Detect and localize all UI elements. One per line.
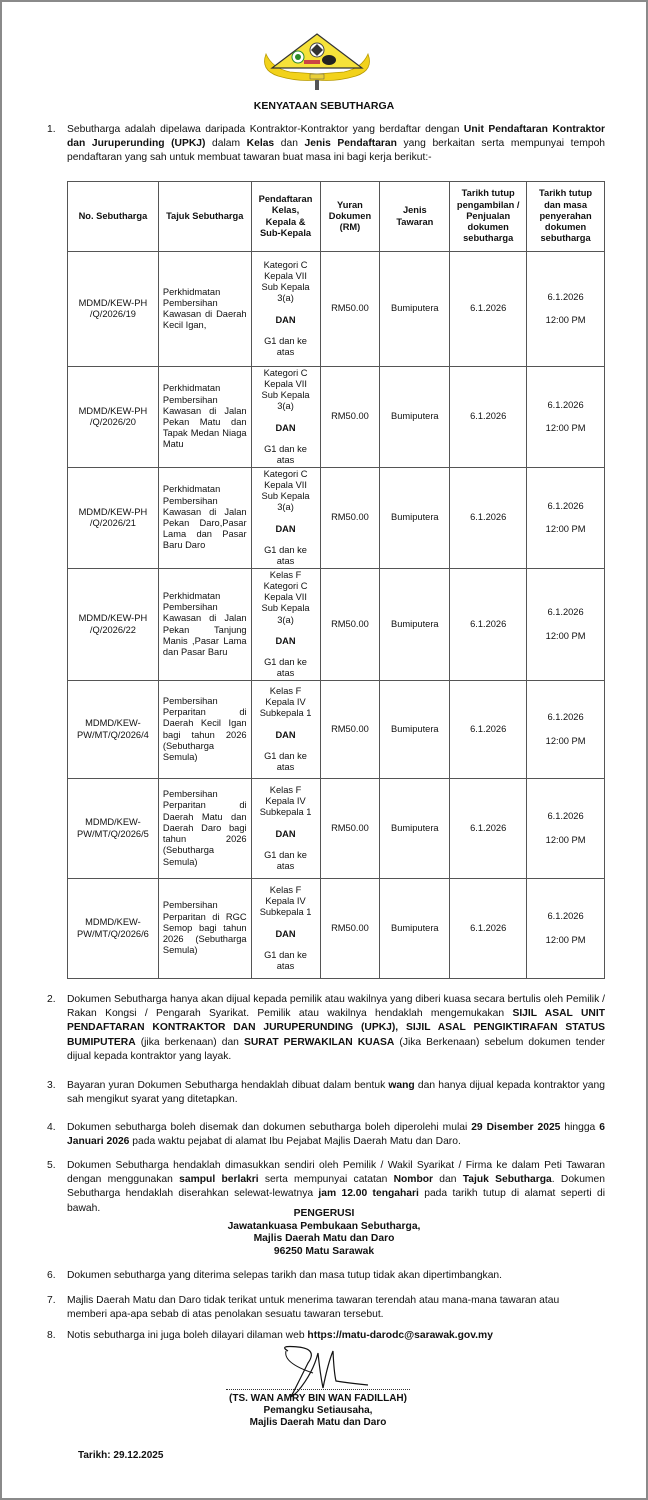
registration-cell: [251, 879, 320, 979]
text-segment: serta mempunyai catatan: [258, 1174, 394, 1186]
sale-close-date-cell: 6.1.2026: [450, 681, 527, 779]
bold-text: 29 Disember 2025: [471, 1122, 561, 1133]
sale-close-date-cell: 6.1.2026: [450, 367, 527, 468]
paragraph-number: 4.: [47, 1122, 56, 1133]
paragraph-number: 1.: [47, 124, 56, 135]
paragraph-number: 8.: [47, 1330, 56, 1341]
text-segment: Dokumen Sebutharga hendaklah dimasukkan sendiri oleh Pemilik / Wakil Syarikat / Firma ke dalam Peti Tawaran dengan menggunakan: [67, 1160, 605, 1186]
registration-class: Kategori C Kepala VII Sub Kepala 3(a): [261, 259, 310, 304]
page-title: KENYATAAN SEBUTHARGA: [253, 100, 395, 112]
registration-class: Kategori C Kepala VII Sub Kepala 3(a): [261, 468, 310, 513]
text-segment: (jika berkenaan) dan: [135, 1036, 244, 1048]
tender-number-cell: MDMD/KEW-PW/MT/Q/2026/5: [68, 779, 159, 879]
dan-label: DAN: [275, 314, 296, 325]
table-row: [68, 367, 605, 468]
fee-cell: RM50.00: [320, 252, 380, 367]
grade-text: G1 dan ke atas: [264, 750, 307, 772]
close-date: 6.1.2026: [547, 291, 584, 302]
registration-cell: [251, 468, 320, 569]
tender-number-cell: MDMD/KEW-PH /Q/2026/21: [68, 468, 159, 569]
signatory-block: [0, 1393, 636, 1429]
close-time: 12:00 PM: [545, 834, 586, 845]
tender-number-cell: MDMD/KEW-PH /Q/2026/22: [68, 569, 159, 681]
bold-text: Tajuk Sebutharga: [462, 1174, 552, 1186]
submission-close-cell: [527, 879, 605, 979]
tender-title-cell: Pembersihan Perparitan di Daerah Matu dan Daerah Daro bagi tahun 2026 (Sebutharga Semula): [158, 779, 251, 879]
grade-text: G1 dan ke atas: [264, 335, 307, 357]
dan-label: DAN: [275, 828, 296, 839]
paragraph-number: 3.: [47, 1080, 56, 1091]
tender-title-cell: Pembersihan Perparitan di RGC Semop bagi tahun 2026 (Sebutharga Semula): [158, 879, 251, 979]
tender-number-cell: MDMD/KEW-PH /Q/2026/19: [68, 252, 159, 367]
table-row: [68, 569, 605, 681]
registration-cell: [251, 779, 320, 879]
registration-class: Kelas F Kategori C Kepala VII Sub Kepala 3(a): [261, 569, 310, 625]
document-date: Tarikh: 29.12.2025: [78, 1450, 164, 1461]
fee-cell: RM50.00: [320, 779, 380, 879]
paragraph-8: [47, 1329, 605, 1343]
column-header: Tarikh tutup pengambilan / Penjualan dokumen sebutharga: [450, 182, 527, 252]
text-segment: dan hanya dijual kepada kontraktor yang sah mengikut syarat yang ditetapkan.: [67, 1080, 605, 1106]
bold-text: SIJIL ASAL UNIT PENDAFTARAN KONTRAKTOR DAN JURUPERUNDING (UPKJ), SIJIL ASAL PENGIKTIRAFAN STATUS BUMIPUTERA: [67, 1008, 605, 1048]
column-header: Tarikh tutup dan masa penyerahan dokumen sebutharga: [527, 182, 605, 252]
paragraph-1: [47, 123, 606, 166]
text-segment: Notis sebutharga ini juga boleh dilayari dilaman web: [67, 1330, 308, 1341]
paragraph-number: 5.: [47, 1160, 56, 1171]
registration-cell: [251, 252, 320, 367]
submission-close-cell: [527, 252, 605, 367]
text-segment: Sebutharga adalah dipelawa daripada Kontraktor-Kontraktor yang berdaftar dengan: [67, 124, 464, 135]
text-segment: yang berkaitan serta mempunyai tempoh pendaftaran yang sah untuk membuat tawaran buat masa ini bagi kerja berikut:-: [67, 138, 606, 164]
text-segment: pada tarikh tutup di alamat seperti di bawah.: [67, 1188, 605, 1214]
table-row: [68, 879, 605, 979]
text-segment: Majlis Daerah Matu dan Daro tidak terikat untuk menerima tawaran terendah atau mana-mana tawaran atau memberi apa-apa sebab di atas penolakan sesuatu tawaran tersebut.: [67, 1295, 560, 1321]
bold-text: Jenis Pendaftaran: [304, 138, 397, 150]
signature-line: [226, 1389, 410, 1390]
offer-type-cell: Bumiputera: [380, 779, 450, 879]
tender-title-cell: Perkhidmatan Pembersihan Kawasan di Daerah Kecil Igan,: [158, 252, 251, 367]
close-date: 6.1.2026: [547, 500, 584, 511]
sale-close-date-cell: 6.1.2026: [450, 252, 527, 367]
column-header: Tajuk Sebutharga: [158, 182, 251, 252]
offer-type-cell: Bumiputera: [380, 367, 450, 468]
signatory-name: (TS. WAN AMRY BIN WAN FADILLAH): [229, 1393, 407, 1404]
offer-type-cell: Bumiputera: [380, 468, 450, 569]
grade-text: G1 dan ke atas: [264, 544, 307, 566]
sale-close-date-cell: 6.1.2026: [450, 779, 527, 879]
submission-close-cell: [527, 367, 605, 468]
fee-cell: RM50.00: [320, 569, 380, 681]
bold-text: sampul berlakri: [179, 1174, 259, 1186]
text-segment: hingga: [560, 1122, 600, 1133]
bold-text: Kelas: [246, 138, 275, 150]
tender-table: [67, 181, 605, 979]
paragraph-2: [47, 993, 605, 1064]
bold-text: Nombor: [393, 1174, 434, 1186]
dan-label: DAN: [275, 422, 296, 433]
close-date: 6.1.2026: [547, 712, 584, 723]
submission-close-cell: [527, 681, 605, 779]
grade-text: G1 dan ke atas: [264, 443, 307, 465]
column-header: Jenis Tawaran: [380, 182, 450, 252]
tender-title-cell: Perkhidmatan Pembersihan Kawasan di Jalan Pekan Tanjung Manis ,Pasar Lama dan Pasar Baru: [158, 569, 251, 681]
text-segment: pada waktu pejabat di alamat Ibu Pejabat Majlis Daerah Matu dan Daro.: [129, 1136, 461, 1148]
bold-text: wang: [388, 1080, 415, 1091]
offer-type-cell: Bumiputera: [380, 681, 450, 779]
text-segment: Bayaran yuran Dokumen Sebutharga hendaklah dibuat dalam bentuk: [67, 1080, 389, 1091]
close-date: 6.1.2026: [547, 911, 584, 922]
address-line: PENGERUSI: [293, 1208, 355, 1219]
registration-class: Kelas F Kepala IV Subkepala 1: [259, 884, 312, 918]
table-row: [68, 468, 605, 569]
table-header-row: [68, 182, 605, 252]
submission-close-cell: [527, 569, 605, 681]
text-segment: Dokumen Sebutharga hanya akan dijual kepada pemilik atau wakilnya yang diberi kuasa secara bertulis oleh Pemilik / Rakan Kongsi / Pengarah Syarikat. Pemilik atau wakilnya hendaklah mengemukakan: [67, 994, 605, 1020]
close-time: 12:00 PM: [545, 524, 586, 534]
paragraph-number: 2.: [47, 994, 56, 1005]
sale-close-date-cell: 6.1.2026: [450, 468, 527, 569]
offer-type-cell: Bumiputera: [380, 252, 450, 367]
dan-label: DAN: [275, 635, 296, 646]
signatory-org: Majlis Daerah Matu dan Daro: [249, 1417, 387, 1428]
close-time: 12:00 PM: [545, 315, 586, 325]
close-date: 6.1.2026: [547, 399, 584, 410]
paragraph-4: [47, 1121, 605, 1149]
address-block: [0, 1208, 648, 1258]
council-logo: [258, 30, 376, 92]
bold-text: 6 Januari 2026: [67, 1122, 605, 1148]
fee-cell: RM50.00: [320, 879, 380, 979]
registration-class: Kategori C Kepala VII Sub Kepala 3(a): [261, 367, 310, 412]
registration-cell: [251, 569, 320, 681]
address-line: Majlis Daerah Matu dan Daro: [253, 1233, 395, 1244]
registration-class: Kelas F Kepala IV Subkepala 1: [259, 784, 312, 818]
address-line: Jawatankuasa Pembukaan Sebutharga,: [227, 1220, 421, 1232]
text-segment: dan: [433, 1174, 463, 1186]
close-time: 12:00 PM: [545, 735, 586, 746]
tender-number-cell: MDMD/KEW-PW/MT/Q/2026/6: [68, 879, 159, 979]
grade-text: G1 dan ke atas: [264, 849, 307, 871]
paragraph-number: 6.: [47, 1270, 56, 1281]
close-date: 6.1.2026: [547, 607, 584, 618]
text-segment: . Dokumen Sebutharga hendaklah diserahkan selewat-lewatnya: [67, 1174, 605, 1200]
text-segment: Dokumen sebutharga yang diterima selepas tarikh dan masa tutup tidak akan dipertimbangkan.: [67, 1270, 503, 1281]
table-row: [68, 681, 605, 779]
tender-title-cell: Pembersihan Perparitan di Daerah Kecil Igan bagi tahun 2026 (Sebutharga Semula): [158, 681, 251, 779]
paragraph-number: 7.: [47, 1295, 56, 1306]
table-row: [68, 252, 605, 367]
fee-cell: RM50.00: [320, 367, 380, 468]
fee-cell: RM50.00: [320, 468, 380, 569]
dan-label: DAN: [275, 523, 296, 534]
grade-text: G1 dan ke atas: [264, 949, 307, 971]
table-row: [68, 779, 605, 879]
paragraph-6: [47, 1269, 605, 1283]
dan-label: DAN: [275, 729, 296, 740]
text-segment: (Jika Berkenaan) sebelum dokumen tender dijual kepada kontraktor yang layak.: [67, 1036, 605, 1062]
tender-title-cell: Perkhidmatan Pembersihan Kawasan di Jalan Pekan Daro,Pasar Lama dan Pasar Baru Daro: [158, 468, 251, 569]
tender-number-cell: MDMD/KEW-PH /Q/2026/20: [68, 367, 159, 468]
tender-title-cell: Perkhidmatan Pembersihan Kawasan di Jalan Pekan Matu dan Tapak Medan Niaga Matu: [158, 367, 251, 468]
close-time: 12:00 PM: [545, 423, 586, 433]
tender-number-cell: MDMD/KEW-PW/MT/Q/2026/4: [68, 681, 159, 779]
submission-close-cell: [527, 779, 605, 879]
paragraph-3: [47, 1079, 605, 1107]
offer-type-cell: Bumiputera: [380, 879, 450, 979]
text-segment: dalam: [205, 138, 247, 150]
paragraph-7: [47, 1294, 567, 1322]
registration-class: Kelas F Kepala IV Subkepala 1: [259, 685, 312, 719]
bold-text: jam 12.00 tengahari: [318, 1188, 419, 1200]
close-date: 6.1.2026: [547, 811, 584, 822]
bold-text: https://matu-darodc@sarawak.gov.my: [307, 1330, 493, 1341]
signatory-position: Pemangku Setiausaha,: [263, 1405, 373, 1416]
fee-cell: RM50.00: [320, 681, 380, 779]
sale-close-date-cell: 6.1.2026: [450, 569, 527, 681]
dan-label: DAN: [275, 928, 296, 939]
column-header: Yuran Dokumen (RM): [320, 182, 380, 252]
registration-cell: [251, 681, 320, 779]
close-time: 12:00 PM: [545, 630, 586, 641]
address-line: 96250 Matu Sarawak: [273, 1245, 375, 1257]
submission-close-cell: [527, 468, 605, 569]
text-segment: dan: [274, 138, 305, 150]
offer-type-cell: Bumiputera: [380, 569, 450, 681]
column-header: No. Sebutharga: [68, 182, 159, 252]
bold-text: SURAT PERWAKILAN KUASA: [243, 1036, 395, 1048]
bold-text: Unit Pendaftaran Kontraktor dan Juruperunding (UPKJ): [67, 124, 605, 150]
column-header: Pendaftaran Kelas, Kepala & Sub-Kepala: [251, 182, 320, 252]
text-segment: Dokumen sebutharga boleh disemak dan dokumen sebutharga boleh diperolehi mulai: [67, 1122, 472, 1133]
sale-close-date-cell: 6.1.2026: [450, 879, 527, 979]
registration-cell: [251, 367, 320, 468]
close-time: 12:00 PM: [545, 934, 586, 945]
grade-text: G1 dan ke atas: [264, 656, 307, 679]
